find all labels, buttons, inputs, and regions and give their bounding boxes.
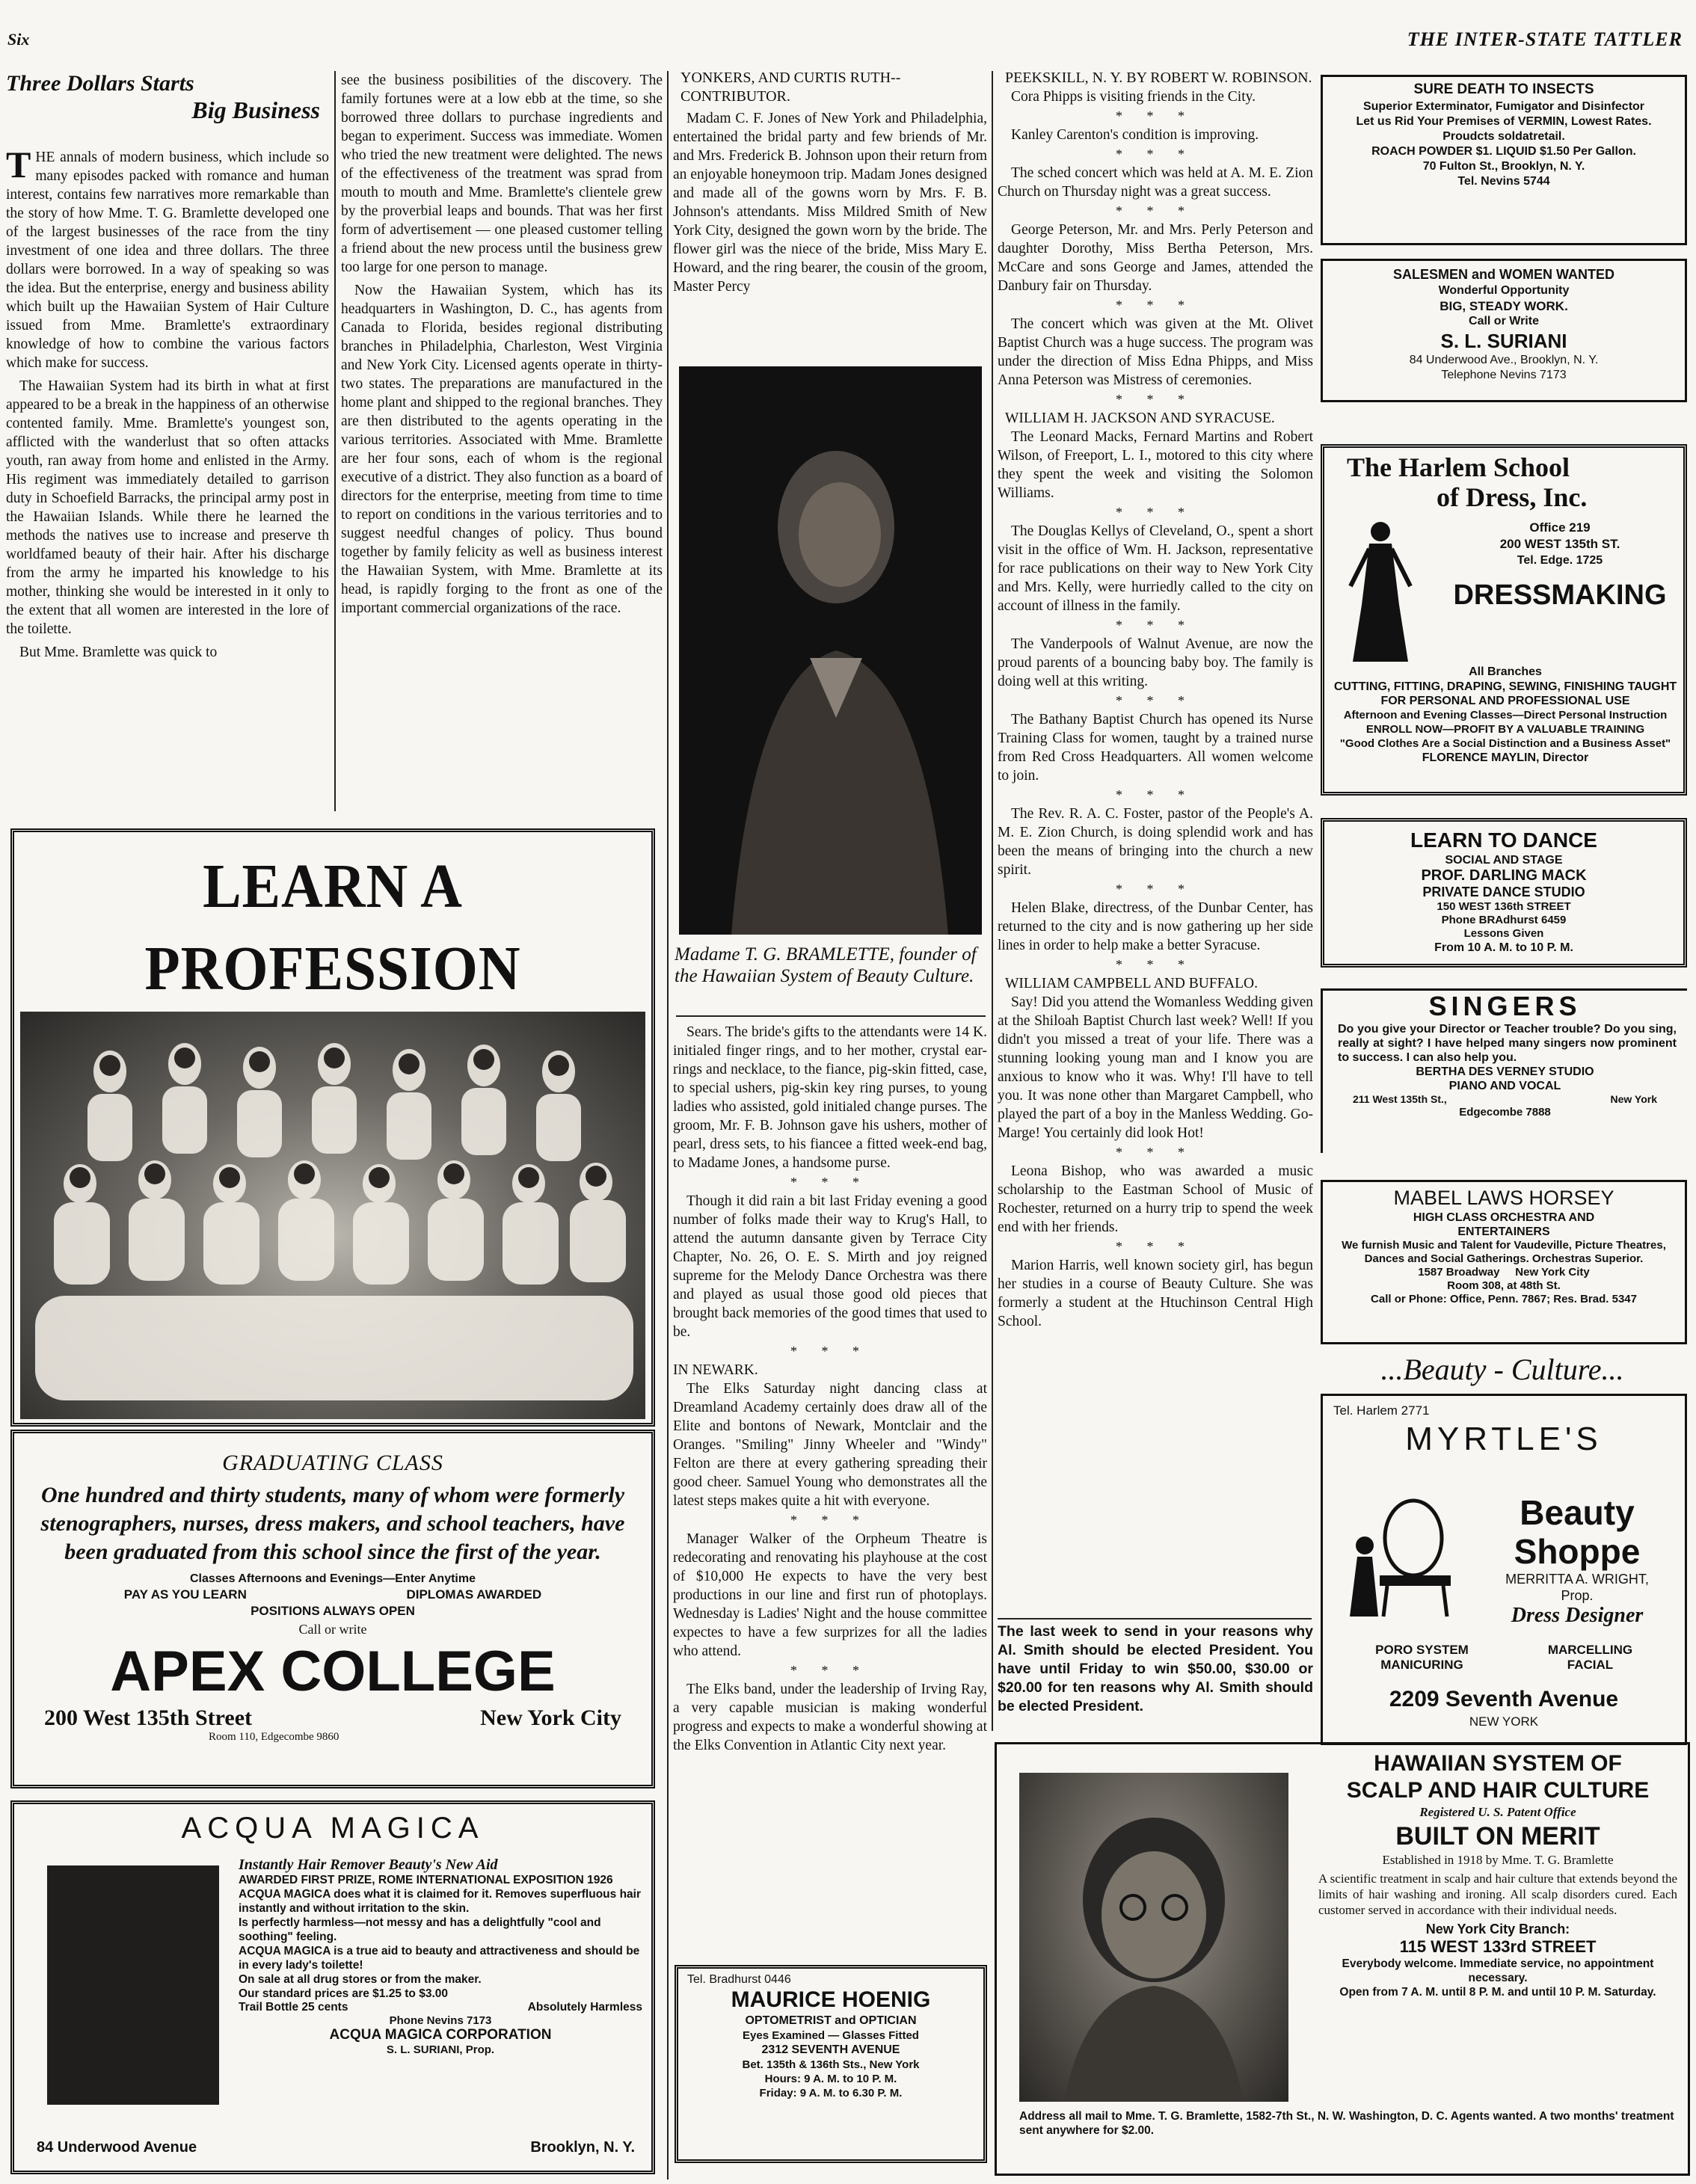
- separator-stars: * * *: [1116, 505, 1195, 520]
- column-yonkers-cont: [673, 1023, 987, 1905]
- ad-profession-title: LEARN A PROFESSION: [144, 852, 521, 1003]
- dance-title: LEARN TO DANCE: [1410, 828, 1597, 852]
- dance-hours: From 10 A. M. to 10 P. M.: [1434, 941, 1573, 954]
- salesmen-title: SALESMEN and WOMEN WANTED: [1393, 267, 1614, 282]
- masthead: THE INTER-STATE TATTLER: [1407, 28, 1683, 50]
- acqua-corp: ACQUA MAGICA CORPORATION: [329, 2027, 552, 2043]
- harlem-quote: "Good Clothes Are a Social Distinction and a Business Asset": [1339, 737, 1671, 750]
- apex-row: [14, 1587, 651, 1602]
- hawaiian-body: A scientific treatment in scalp and hair culture that extends beyond the limits of hair washing and ironing. All scalp disorders cured. Each customer served in accordance with their individual needs.: [1318, 1871, 1677, 1917]
- apex-heading: GRADUATING CLASS: [222, 1451, 443, 1475]
- hawaiian-mail: Address all mail to Mme. T. G. Bramlette, 1582-7th St., N. W. Washington, D. C. Agents wanted. A two months' treatment sent anywhere for $2.00.: [1019, 2110, 1674, 2137]
- ad-learn-to-dance: [1321, 818, 1687, 968]
- harlem-branches: All Branches: [1469, 665, 1542, 678]
- singers-phone: Edgecombe 7888: [1459, 1106, 1551, 1119]
- apex-line-2a: PAY AS YOU LEARN: [123, 1587, 247, 1602]
- column-rule: [334, 71, 336, 811]
- acqua-harmless: Absolutely Harmless: [527, 2001, 642, 2014]
- myrtle-prop: MERRITTA A. WRIGHT, Prop.: [1505, 1572, 1649, 1603]
- myrtle-address: 2209 Seventh Avenue: [1389, 1687, 1619, 1711]
- insects-title: SURE DEATH TO INSECTS: [1413, 81, 1594, 97]
- myrtle-services: [1338, 1643, 1674, 1673]
- separator-stars: * * *: [790, 1663, 870, 1678]
- myrtle-service-1: PORO SYSTEM: [1375, 1643, 1469, 1657]
- dance-lessons: Lessons Given: [1463, 927, 1544, 940]
- myrtle-figure: [1342, 1493, 1462, 1620]
- peekskill-para-2: Kanley Carenton's condition is improving.: [1011, 127, 1259, 143]
- insects-line-6: Tel. Nevins 5744: [1457, 175, 1550, 188]
- ad-mabel-laws-horsey: [1321, 1180, 1687, 1344]
- myrtle-details: [1472, 1493, 1682, 1628]
- hoenig-line-3: Bet. 135th & 136th Sts., New York: [742, 2058, 920, 2071]
- yonkers-para-1: Madam C. F. Jones of New York and Philadelphia, entertained the bridal party and few briends of Mr. and Mrs. Frederick B. Johnson upon their return from an enjoyable honeymoon trip. Madam Jones designed and made all of the gowns worn by Mrs. F. B. Johnson's attendants. Miss Mildred Smith of New York City, designed the gown worn by the bride. The flower girl was the niece of the bride, Miss Mary E. Howard, and the ring bearer, the cousin of the groom, Master Percy: [673, 111, 987, 295]
- syracuse-heading: WILLIAM H. JACKSON AND SYRACUSE.: [1005, 410, 1275, 426]
- myrtle-city: NEW YORK: [1469, 1714, 1539, 1729]
- apex-line-2b: DIPLOMAS AWARDED: [406, 1587, 542, 1602]
- syracuse-para-4: The Bathany Baptist Church has opened its Nurse Training Class for women, taught by a trained nurse from Red Cross Headquarters. All women welcome to join.: [998, 712, 1313, 784]
- apex-line-1: Classes Afternoons and Evenings—Enter Anytime: [189, 1572, 476, 1585]
- article-continued: [341, 71, 663, 819]
- notice-rule: [998, 1618, 1312, 1619]
- syracuse-para-5: The Rev. R. A. C. Foster, pastor of the People's A. M. E. Zion Church, is doing splendid work and has been the means of bringing into the church a new spirit.: [998, 806, 1313, 878]
- article-para-1: HE annals of modern business, which include so many episodes packed with romance and human interest, contains few narratives more remarkable than the story of how Mme. T. G. Bramlette developed one of the largest businesses of the race from the tiny investment of one idea and three dollars. The three dollars were borrowed. In a way of speaking so was the idea. But the enterprise, energy and business ability which built up the Hawaiian System of Hair Culture issued from Mme. Bramlette's extraordinary knowledge of how to combine the various factors which make for success.: [6, 150, 329, 371]
- salesmen-name: S. L. SURIANI: [1440, 330, 1567, 352]
- article-title-2: Big Business: [191, 96, 320, 123]
- hawaiian-title-1: HAWAIIAN SYSTEM OF: [1374, 1751, 1622, 1776]
- dropcap: T: [6, 144, 31, 185]
- bramlette-portrait: [679, 366, 982, 935]
- hawaiian-text: [1311, 1750, 1685, 1999]
- yonkers-para-2: Sears. The bride's gifts to the attendants were 14 K. initialed finger rings, and to her mother, crystal ear-rings and necklace, to the fiance, pig-skin fitted, case, to special ushers, pig-skin key ring purses, to young ladies who assisted, gold initialed change purses. The groom, Mr. F. B. Johnson gave his ushers, mother of pearl, dress sets, to his fiancee a fitted week-end bag, to Madame Jones, a handsome purse.: [673, 1024, 987, 1171]
- salesmen-phone: Telephone Nevins 7173: [1441, 369, 1567, 381]
- portrait-figure: [679, 366, 982, 935]
- apex-address: 200 West 135th Street: [44, 1705, 253, 1730]
- myrtle-service-3: MANICURING: [1380, 1658, 1463, 1672]
- hawaiian-portrait: [1019, 1773, 1288, 2102]
- apex-city: New York City: [480, 1705, 621, 1730]
- acqua-trial-row: [239, 2001, 642, 2014]
- peekskill-heading: PEEKSKILL, N. Y. BY ROBERT W. ROBINSON.: [1005, 70, 1312, 86]
- article-para-3: But Mme. Bramlette was quick to: [19, 645, 218, 660]
- singers-address: 211 West 135th St.,: [1353, 1093, 1447, 1105]
- insects-line-1: Superior Exterminator, Fumigator and Disinfector: [1362, 100, 1645, 113]
- yonkers-heading: YONKERS, AND CURTIS RUTH--CONTRIBUTOR.: [680, 70, 901, 105]
- graduates-figures: [20, 1012, 645, 1419]
- hoenig-tel: Tel. Bradhurst 0446: [687, 1973, 791, 1986]
- harlem-details: [1332, 665, 1679, 766]
- ad-myrtles-beauty-shoppe: [1321, 1394, 1687, 1745]
- caption-rule: [676, 1015, 986, 1017]
- graduating-class-photo: [20, 1012, 645, 1419]
- acqua-address-row: [37, 2139, 635, 2156]
- hawaiian-established: Established in 1918 by Mme. T. G. Bramlette: [1382, 1853, 1614, 1867]
- ad-learn-profession: [10, 828, 655, 1427]
- insects-line-2: Let us Rid Your Premises of VERMIN, Lowest Rates.: [1356, 115, 1652, 128]
- hoenig-line-5: Friday: 9 A. M. to 6.30 P. M.: [759, 2087, 903, 2100]
- article-title-1: Three Dollars Starts: [6, 71, 194, 96]
- harlem-contact: [1437, 520, 1683, 616]
- separator-stars: * * *: [1116, 147, 1195, 162]
- buffalo-para-1: Say! Did you attend the Womanless Wedding given at the Shiloah Baptist Church last week? Well! If you didn't you missed a treat of your life. There was a stunning looking young man and I know you are anxious to know who it was. Why! I'll have to tell you. It was none other than Margaret Campbell, who played the part of a boy in the Manless Wedding. Go-Marge! You certainly did look Hot!: [998, 994, 1313, 1141]
- salesmen-line-3: Call or Write: [1469, 315, 1539, 327]
- dance-name: PROF. DARLING MACK: [1421, 867, 1587, 884]
- hawaiian-welcome: Everybody welcome. Immediate service, no appointment necessary.: [1342, 1957, 1654, 1984]
- harlem-enroll: ENROLL NOW—PROFIT BY A VALUABLE TRAINING: [1365, 723, 1645, 736]
- buffalo-para-3: Marion Harris, well known society girl, has begun her studies in a course of Beauty Culture. She was formerly a student at the Htuchinson Central High School.: [998, 1258, 1313, 1329]
- newark-para-1: The Elks Saturday night dancing class at Dreamland Academy certainly does draw all of the Elite and bontons of Newark, Montclair and the Oranges. "Smiling" Jinny Wheeler and "Windy" Felton are there at every gathering spreading their good cheer. Samuel Young who demonstrates all the latest steps makes quite a hit with everyone.: [673, 1381, 987, 1509]
- acqua-title: ACQUA MAGICA: [181, 1812, 485, 1845]
- hawaiian-hours: Open from 7 A. M. until 8 P. M. and until 10 P. M. Saturday.: [1339, 1986, 1656, 1999]
- singers-studio: BERTHA DES VERNEY STUDIO: [1416, 1065, 1594, 1078]
- harlem-address: 200 WEST 135th ST.: [1499, 537, 1620, 551]
- peekskill-para-1: Cora Phipps is visiting friends in the City.: [1011, 89, 1256, 105]
- salesmen-line-1: Wonderful Opportunity: [1438, 284, 1570, 297]
- insects-line-3: Proudcts soldatretail.: [1442, 130, 1565, 143]
- separator-stars: * * *: [790, 1513, 870, 1528]
- syracuse-para-2: The Douglas Kellys of Cleveland, O., spent a short visit in the office of Wm. H. Jackson, representative for race publications on their way to New York City and Mrs. Kelly, were hurriedly called to the city on account of illness in the family.: [998, 523, 1313, 614]
- separator-stars: * * *: [1116, 787, 1195, 802]
- separator-stars: * * *: [1116, 618, 1195, 633]
- singers-city: New York: [1610, 1093, 1657, 1105]
- ad-apex-college: [10, 1430, 655, 1788]
- singers-subject: PIANO AND VOCAL: [1448, 1080, 1561, 1092]
- dance-address: 150 WEST 136th STREET: [1437, 900, 1571, 913]
- acqua-product-image: [47, 1865, 219, 2105]
- separator-stars: * * *: [1116, 203, 1195, 218]
- myrtle-designer: Dress Designer: [1511, 1604, 1644, 1627]
- myrtle-service-4: FACIAL: [1567, 1658, 1614, 1672]
- ad-sure-death-insects: [1321, 75, 1687, 245]
- salesmen-line-2: BIG, STEADY WORK.: [1440, 299, 1568, 313]
- hoenig-line-2: 2312 SEVENTH AVENUE: [761, 2043, 900, 2056]
- apex-body: One hundred and thirty students, many of whom were formerly stenographers, nurses, dress makers, and school teachers, have been graduated from this school since the first of the year.: [40, 1483, 625, 1564]
- horsey-line-1: HIGH CLASS ORCHESTRA AND ENTERTAINERS: [1413, 1211, 1595, 1238]
- beauty-culture-banner: ...Beauty - Culture...: [1380, 1353, 1624, 1386]
- ad-singers: [1321, 988, 1687, 1153]
- harlem-office: Office 219: [1529, 520, 1591, 535]
- insects-line-4: ROACH POWDER $1. LIQUID $1.50 Per Gallon.: [1371, 145, 1636, 158]
- harlem-classes: Afternoon and Evening Classes—Direct Personal Instruction: [1343, 709, 1668, 722]
- harlem-dress-figure: [1339, 515, 1422, 665]
- hawaiian-registered: Registered U. S. Patent Office: [1419, 1805, 1576, 1819]
- singers-body: Do you give your Director or Teacher trouble? Do you sing, really at sight? I have helped many singers now prominent to success. I can also help you.: [1338, 1023, 1677, 1064]
- acqua-phone: Phone Nevins 7173: [389, 2014, 492, 2027]
- yonkers-para-3: Though it did rain a bit last Friday evening a good number of folks made their way to Krug's Hall, to attend the autumn dansante given by Terrace City Chapter, No. 26, O. E. S. Mirth and joy reigned supreme for the Melody Dance Orchestra was there and played as usual those good old pieces that brought back memories of the good times that used to be.: [673, 1193, 987, 1340]
- newark-heading: IN NEWARK.: [673, 1362, 758, 1378]
- acqua-trial: Trail Bottle 25 cents: [239, 2001, 348, 2014]
- syracuse-para-3: The Vanderpools of Walnut Avenue, are now the proud parents of a bouncing baby boy. The family is doing well at this writing.: [998, 636, 1313, 689]
- ad-harlem-school-dress: [1321, 444, 1687, 796]
- peekskill-para-5: The concert which was given at the Mt. Olivet Baptist Church was a huge success. The program was under the direction of Miss Edna Phipps, and Miss Anna Peterson was Mistress of ceremonies.: [998, 316, 1313, 388]
- horsey-phone: Call or Phone: Office, Penn. 7867; Res. Brad. 5347: [1371, 1293, 1637, 1305]
- horsey-title: MABEL LAWS HORSEY: [1393, 1187, 1614, 1209]
- dance-phone: Phone BRAdhurst 6459: [1441, 914, 1567, 926]
- hoenig-line-1: Eyes Examined — Glasses Fitted: [743, 2029, 919, 2042]
- separator-stars: * * *: [1116, 1239, 1195, 1254]
- acqua-body: AWARDED FIRST PRIZE, ROME INTERNATIONAL EXPOSITION 1926 ACQUA MAGICA does what it is claimed for it. Removes superfluous hair instantly and without irritation to the skin. Is perfectly harmless—not messy and has a delightfully "cool and soothing" feeling. ACQUA MAGICA is a true aid to beauty and attractiveness and should be in every lady's toilette! On sale at all drug stores or from the maker. Our standard prices are $1.25 to $3.00: [239, 1874, 641, 2000]
- insects-line-5: 70 Fulton St., Brooklyn, N. Y.: [1422, 160, 1585, 173]
- separator-stars: * * *: [1116, 108, 1195, 123]
- acqua-prop: S. L. SURIANI, Prop.: [386, 2043, 495, 2056]
- dance-line-1: SOCIAL AND STAGE: [1445, 854, 1563, 867]
- bramlette-photo-figure: [1019, 1773, 1288, 2102]
- separator-stars: * * *: [1116, 392, 1195, 407]
- article-para-4: see the business posibilities of the discovery. The family fortunes were at a low ebb at the time, so she borrowed three dollars to purchase ingredients and began to experiment. Success was immediate. Women who tried the new treatment were delighted. The news of the effectiveness of the treatment was sprad from mouth to mouth and Mme. Bramlette's clientele grew by the proverbial leaps and bounds. That was her first form of advertisement — one pleased customer telling a friend about the new process until the business grew too large for one person to manage.: [341, 73, 663, 275]
- apex-line-4: Call or write: [298, 1622, 367, 1637]
- apex-room: Room 110, Edgecombe 9860: [209, 1731, 339, 1743]
- buffalo-para-2: Leona Bishop, who was awarded a music scholarship to the Eastman School of Music of Rochester, returned on a hurry trip to spend the week end with her friends.: [998, 1163, 1313, 1235]
- ad-hawaiian-system: [995, 1742, 1690, 2176]
- harlem-dressmaking: DRESSMAKING: [1453, 579, 1667, 611]
- hawaiian-title-2: SCALP AND HAIR CULTURE: [1346, 1778, 1650, 1803]
- myrtle-service-2: MARCELLING: [1547, 1643, 1633, 1657]
- peekskill-para-3: The sched concert which was held at A. M. E. Zion Church on Thursday night was a great success.: [998, 165, 1313, 200]
- hoenig-title: OPTOMETRIST and OPTICIAN: [745, 2014, 917, 2027]
- horsey-body: We furnish Music and Talent for Vaudeville, Picture Theatres, Dances and Social Gatherings. Orchestras Superior.: [1342, 1239, 1666, 1265]
- newark-para-2: Manager Walker of the Orpheum Theatre is redecorating and renovating his playhouse at the cost of $10,000 He expects to have the very best productions in our line and first run of photoplays. Wednesday is Ladies' Night and the house committee expectes to have a few surprizes for all the ladies who attend.: [673, 1531, 987, 1659]
- singers-address-row: [1323, 1093, 1687, 1105]
- article-three-dollars: [6, 71, 329, 819]
- myrtle-name: MYRTLE'S: [1405, 1421, 1603, 1457]
- article-para-2: The Hawaiian System had its birth in what at first appeared to be a break in the happiness of an otherwise contented family. Mme. Bramlette's youngest son, afflicted with the wanderlust that so often attacks youth, ran away from home and enlisted in the Army. His regiment was immediately detailed to garrison duty in Schoefield Barracks, the principal army post in the Hawaiian Islands. While there he learned the methods the natives use to increase and preserve th worldfamed beauty of their hair. After his discharge from the army he imparted his knowledge to his mother, thinking she would be interested in it only to the extent that all women are interested in the lore of the toilette.: [6, 378, 329, 637]
- separator-stars: * * *: [790, 1344, 870, 1359]
- hawaiian-built: BUILT ON MERIT: [1395, 1822, 1600, 1851]
- harlem-body: CUTTING, FITTING, DRAPING, SEWING, FINISHING TAUGHT FOR PERSONAL AND PROFESSIONAL USE: [1333, 680, 1677, 707]
- peekskill-para-4: George Peterson, Mr. and Mrs. Perly Peterson and daughter Dorothy, Miss Bertha Peterson, Mrs. McCare and sons George and James, attended the Danbury fair on Thursday.: [998, 222, 1313, 294]
- acqua-city: Brooklyn, N. Y.: [530, 2139, 635, 2156]
- buffalo-heading: WILLIAM CAMPBELL AND BUFFALO.: [1005, 976, 1259, 991]
- apex-name: APEX COLLEGE: [110, 1640, 556, 1703]
- newark-para-3: The Elks band, under the leadership of Irving Ray, a very capable musician is making wonderful progress and expects to make a wonderful showing at the Elks Convention in Atlantic City next year.: [673, 1682, 987, 1753]
- acqua-tagline: Instantly Hair Remover Beauty's New Aid: [239, 1857, 498, 1873]
- portrait-caption: Madame T. G. BRAMLETTE, founder of the Hawaiian System of Beauty Culture.: [675, 944, 977, 986]
- separator-stars: * * *: [1116, 693, 1195, 708]
- harlem-tel: Tel. Edge. 1725: [1517, 554, 1603, 567]
- page-label: Six: [7, 30, 30, 49]
- separator-stars: * * *: [790, 1175, 870, 1190]
- ad-maurice-hoenig: [675, 1965, 987, 2163]
- harlem-title-2: of Dress, Inc.: [1437, 482, 1588, 512]
- ad-acqua-magica: [10, 1800, 655, 2174]
- apex-line-3: POSITIONS ALWAYS OPEN: [251, 1604, 415, 1618]
- column-rule: [667, 71, 669, 2180]
- dress-figure-icon: [1339, 515, 1422, 665]
- column-peekskill: [998, 69, 1313, 1654]
- separator-stars: * * *: [1116, 1145, 1195, 1160]
- al-smith-notice: The last week to send in your reasons why Al. Smith should be elected President. You have until Friday to win $50.00, $30.00 or $20.00 for ten reasons why Al. Smith should be elected President.: [998, 1623, 1313, 1714]
- acqua-address: 84 Underwood Avenue: [37, 2139, 197, 2156]
- article-para-5: Now the Hawaiian System, which has its headquarters in Washington, D. C., has agents from Canada to Florida, besides regional distributing branches in Philadelphia, Charleston, West Virginia and New York City. Licensed agents operate in thirty-two states. The preparations are manufactured in the home plant and shipped to the regional branches. They are then distributed to the agents operating in the various territories. Associated with Mme. Bramlette are her four sons, each of whom is the regional executive of a district. They also function as a board of directors for the enterprise, meeting from time to time to report on conditions in the various territories and to suggest needful changes of policy. Thus bound together by family felicity as well as business interest the Hawaiian System, with Mme. Bramlette at its head, is rapidly forging to the front as one of the important commercial organizations of the race.: [341, 283, 663, 616]
- vanity-mirror-icon: [1342, 1493, 1462, 1620]
- singers-title: SINGERS: [1428, 991, 1582, 1021]
- apex-address-row: [14, 1705, 651, 1731]
- syracuse-para-1: The Leonard Macks, Fernard Martins and Robert Wilson, of Freeport, L. I., motored to this city where they spent the week and visiting the Solomon Williams.: [998, 429, 1313, 501]
- myrtle-line-2: Shoppe: [1514, 1532, 1641, 1571]
- syracuse-para-6: Helen Blake, directress, of the Dunbar Center, has returned to the city and is now gathering up her side lines in order to help make a better Syracuse.: [998, 900, 1313, 953]
- acqua-text: [239, 1857, 642, 2056]
- ad-salesmen-wanted: [1321, 259, 1687, 402]
- salesmen-address: 84 Underwood Ave., Brooklyn, N. Y.: [1409, 354, 1599, 366]
- separator-stars: * * *: [1116, 882, 1195, 896]
- myrtle-line-1: Beauty: [1520, 1493, 1635, 1532]
- separator-stars: * * *: [1116, 957, 1195, 972]
- dance-line-2: PRIVATE DANCE STUDIO: [1422, 885, 1585, 899]
- horsey-room: Room 308, at 48th St.: [1447, 1279, 1561, 1292]
- hoenig-name: MAURICE HOENIG: [731, 1987, 931, 2012]
- myrtle-tel: Tel. Harlem 2771: [1333, 1403, 1430, 1418]
- hawaiian-address: 115 WEST 133rd STREET: [1399, 1937, 1597, 1956]
- hawaiian-branch: New York City Branch:: [1425, 1922, 1570, 1937]
- hoenig-line-4: Hours: 9 A. M. to 10 P. M.: [764, 2073, 897, 2085]
- harlem-title-1: The Harlem School: [1347, 452, 1570, 482]
- horsey-address: 1587 Broadway New York City: [1418, 1266, 1590, 1279]
- harlem-director: FLORENCE MAYLIN, Director: [1422, 751, 1589, 764]
- column-rule: [992, 71, 993, 1731]
- separator-stars: * * *: [1116, 298, 1195, 313]
